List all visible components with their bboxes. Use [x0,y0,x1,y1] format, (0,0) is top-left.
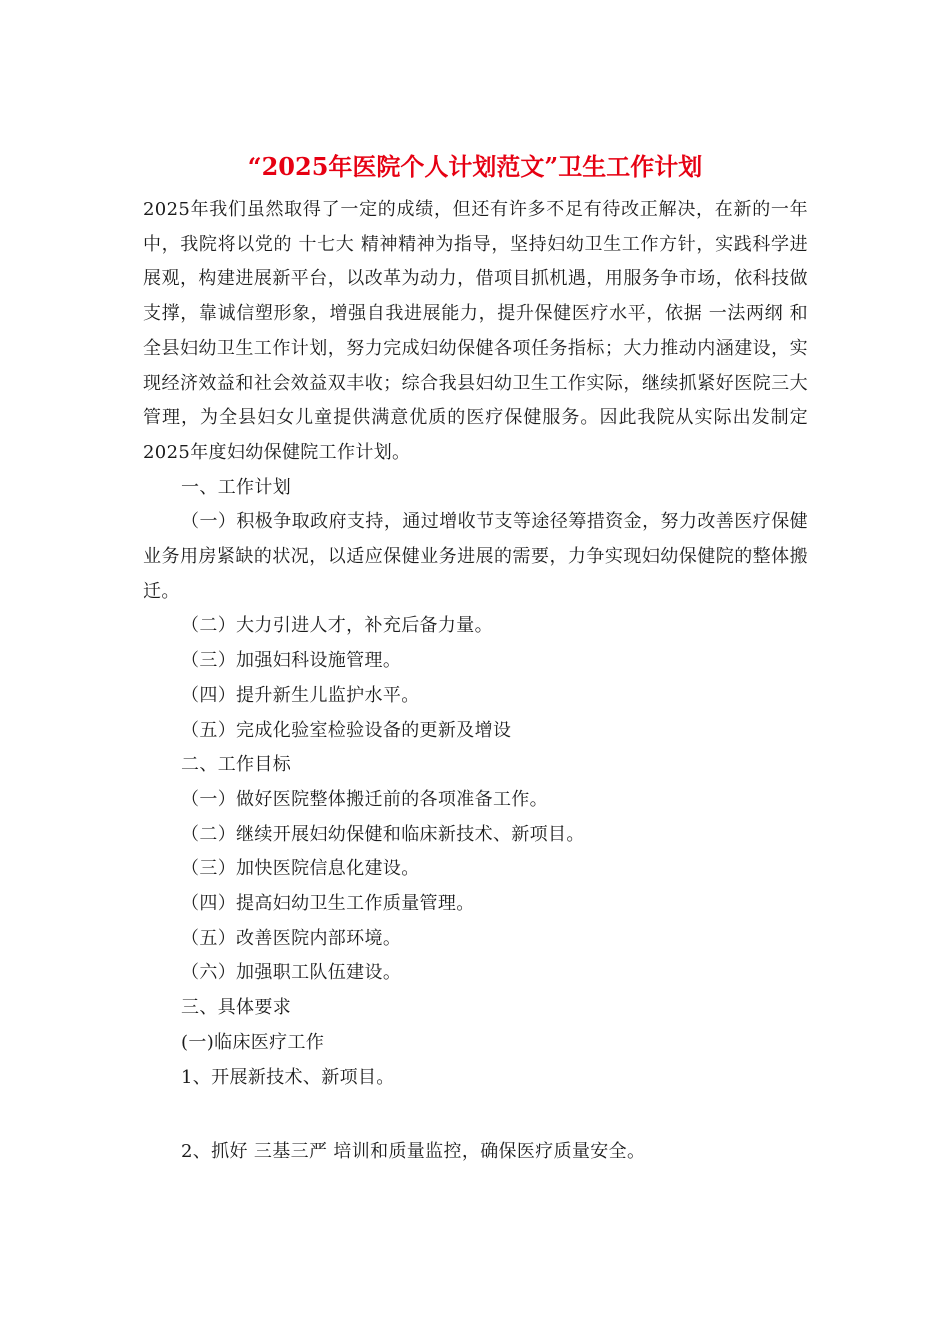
work-goal-item-6: （六）加强职工队伍建设。 [181,962,402,984]
work-plan-item-4: （四）提升新生儿监护水平。 [181,684,420,706]
work-plan-item-3: （三）加强妇科设施管理。 [181,650,402,672]
work-goal-item-4: （四）提高妇幼卫生工作质量管理。 [181,893,475,915]
sub-heading-clinical: (一)临床医疗工作 [181,1031,325,1053]
document-title: “2025年医院个人计划范文”卫生工作计划 [247,152,703,181]
requirement-point-2: 2、抓好 三基三严 培训和质量监控，确保医疗质量安全。 [181,1141,646,1163]
work-plan-item-5: （五）完成化验室检验设备的更新及增设 [181,719,512,741]
intro-paragraph: 2025年我们虽然取得了一定的成绩，但还有许多不足有待改正解决，在新的一年中，我院将以党的 十七大 精神精神为指导，坚持妇幼卫生工作方针，实践科学进展观，构建进展新平台，以改革为动力，借项目抓机遇，用服务争市场，依科技做支撑，靠诚信塑形象，增强自我进展能力，提升保健医疗水平，依据 一法两纲 和全县妇幼卫生工作计划，努力完成妇幼保健各项任务指标；大力推动内涵建设，实现经济效益和社会效益双丰收；综合我县妇幼卫生工作实际，继续抓紧好医院三大管理，为全县妇女儿童提供满意优质的医疗保健服务。因此我院从实际出发制定2025年度妇幼保健院工作计划。 [143,199,808,463]
document-body [143,193,808,1170]
work-goal-item-3: （三）加快医院信息化建设。 [181,858,420,880]
work-plan-item-1: （一）积极争取政府支持，通过增收节支等途径筹措资金，努力改善医疗保健业务用房紧缺的状况，以适应保健业务进展的需要，力争实现妇幼保健院的整体搬迁。 [143,511,808,602]
work-goal-item-5: （五）改善医院内部环境。 [181,927,402,949]
requirement-point-1: 1、开展新技术、新项目。 [181,1066,395,1088]
work-goal-item-1: （一）做好医院整体搬迁前的各项准备工作。 [181,788,548,810]
work-plan-item-2: （二）大力引进人才，补充后备力量。 [181,615,493,637]
section-heading-work-plan: 一、工作计划 [181,476,292,498]
section-heading-work-goals: 二、工作目标 [181,754,292,776]
spacer [143,1095,808,1135]
section-heading-requirements: 三、具体要求 [181,997,292,1019]
work-goal-item-2: （二）继续开展妇幼保健和临床新技术、新项目。 [181,823,585,845]
